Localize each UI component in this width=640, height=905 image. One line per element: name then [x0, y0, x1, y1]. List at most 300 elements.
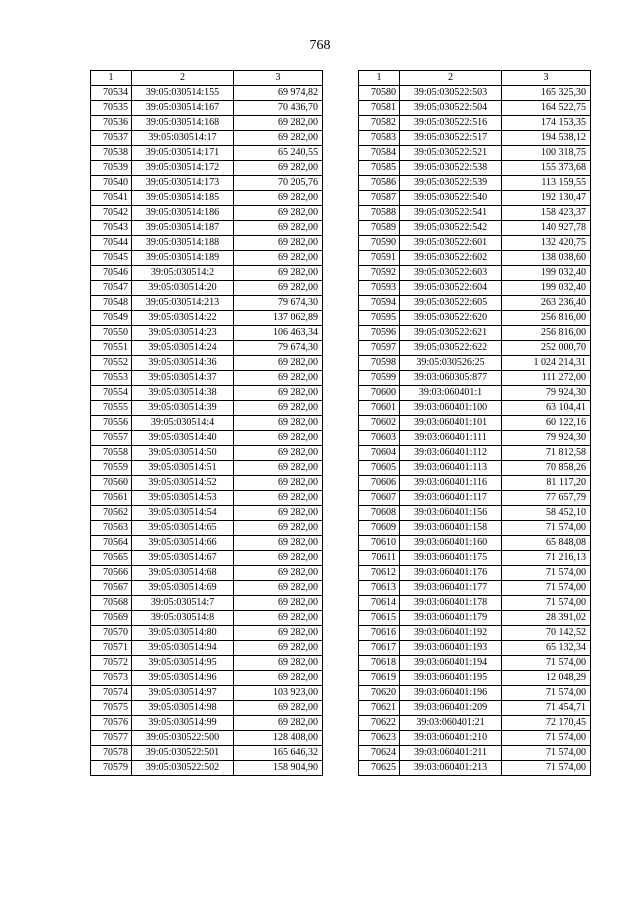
- cadastral-number-cell: 39:05:030522:501: [132, 746, 234, 761]
- value-cell: 71 216,13: [502, 551, 591, 566]
- value-cell: 69 282,00: [234, 506, 323, 521]
- row-number-cell: 70563: [91, 521, 132, 536]
- cadastral-number-cell: 39:05:030522:516: [400, 116, 502, 131]
- row-number-cell: 70588: [359, 206, 400, 221]
- cadastral-number-cell: 39:03:060401:210: [400, 731, 502, 746]
- row-number-cell: 70619: [359, 671, 400, 686]
- cadastral-number-cell: 39:03:060401:192: [400, 626, 502, 641]
- value-cell: 69 282,00: [234, 431, 323, 446]
- row-number-cell: 70557: [91, 431, 132, 446]
- table-row: [91, 386, 323, 401]
- value-cell: 140 927,78: [502, 221, 591, 236]
- cadastral-number-cell: 39:03:060401:194: [400, 656, 502, 671]
- value-cell: 103 923,00: [234, 686, 323, 701]
- value-cell: 70 205,76: [234, 176, 323, 191]
- cadastral-number-cell: 39:05:030522:605: [400, 296, 502, 311]
- row-number-cell: 70573: [91, 671, 132, 686]
- row-number-cell: 70553: [91, 371, 132, 386]
- row-number-cell: 70575: [91, 701, 132, 716]
- cadastral-number-cell: 39:05:030514:186: [132, 206, 234, 221]
- cadastral-number-cell: 39:05:030514:52: [132, 476, 234, 491]
- table-row: [359, 326, 591, 341]
- value-cell: 71 574,00: [502, 521, 591, 536]
- row-number-cell: 70556: [91, 416, 132, 431]
- value-cell: 158 904,90: [234, 761, 323, 776]
- cadastral-number-cell: 39:05:030522:521: [400, 146, 502, 161]
- row-number-cell: 70596: [359, 326, 400, 341]
- cadastral-number-cell: 39:03:060401:101: [400, 416, 502, 431]
- row-number-cell: 70603: [359, 431, 400, 446]
- cadastral-number-cell: 39:05:030514:51: [132, 461, 234, 476]
- table-row: [359, 311, 591, 326]
- table-row: [91, 146, 323, 161]
- row-number-cell: 70616: [359, 626, 400, 641]
- row-number-cell: 70537: [91, 131, 132, 146]
- table-row: [91, 761, 323, 776]
- cadastral-number-cell: 39:05:030522:602: [400, 251, 502, 266]
- table-row: [91, 431, 323, 446]
- table-row: [359, 146, 591, 161]
- value-cell: 132 420,75: [502, 236, 591, 251]
- row-number-cell: 70621: [359, 701, 400, 716]
- cadastral-number-cell: 39:05:030522:539: [400, 176, 502, 191]
- table-row: [91, 446, 323, 461]
- cadastral-number-cell: 39:05:030514:24: [132, 341, 234, 356]
- row-number-cell: 70592: [359, 266, 400, 281]
- value-cell: 71 454,71: [502, 701, 591, 716]
- row-number-cell: 70608: [359, 506, 400, 521]
- value-cell: 69 282,00: [234, 131, 323, 146]
- value-cell: 71 574,00: [502, 761, 591, 776]
- row-number-cell: 70560: [91, 476, 132, 491]
- row-number-cell: 70580: [359, 86, 400, 101]
- value-cell: 65 132,34: [502, 641, 591, 656]
- cadastral-number-cell: 39:03:060401:111: [400, 431, 502, 446]
- value-cell: 69 282,00: [234, 566, 323, 581]
- value-cell: 70 142,52: [502, 626, 591, 641]
- cadastral-number-cell: 39:05:030514:54: [132, 506, 234, 521]
- table-row: [359, 521, 591, 536]
- cadastral-number-cell: 39:03:060401:209: [400, 701, 502, 716]
- cadastral-number-cell: 39:05:030514:187: [132, 221, 234, 236]
- value-cell: 69 282,00: [234, 671, 323, 686]
- table-row: [359, 251, 591, 266]
- table-row: [359, 446, 591, 461]
- value-cell: 58 452,10: [502, 506, 591, 521]
- value-cell: 199 032,40: [502, 281, 591, 296]
- row-number-cell: 70559: [91, 461, 132, 476]
- value-cell: 69 282,00: [234, 251, 323, 266]
- row-number-cell: 70613: [359, 581, 400, 596]
- table-row: [359, 341, 591, 356]
- row-number-cell: 70591: [359, 251, 400, 266]
- row-number-cell: 70625: [359, 761, 400, 776]
- cadastral-number-cell: 39:05:030514:22: [132, 311, 234, 326]
- table-row: [359, 461, 591, 476]
- table-row: [91, 551, 323, 566]
- table-row: [359, 731, 591, 746]
- column-header-number: 1: [359, 71, 400, 86]
- table-row: [359, 536, 591, 551]
- column-header-number: 1: [91, 71, 132, 86]
- value-cell: 69 282,00: [234, 401, 323, 416]
- cadastral-number-cell: 39:05:030514:66: [132, 536, 234, 551]
- row-number-cell: 70590: [359, 236, 400, 251]
- row-number-cell: 70551: [91, 341, 132, 356]
- cadastral-number-cell: 39:05:030514:39: [132, 401, 234, 416]
- row-number-cell: 70604: [359, 446, 400, 461]
- cadastral-number-cell: 39:05:030514:68: [132, 566, 234, 581]
- cadastral-number-cell: 39:05:030522:620: [400, 311, 502, 326]
- cadastral-number-cell: 39:05:030514:172: [132, 161, 234, 176]
- value-cell: 69 282,00: [234, 611, 323, 626]
- row-number-cell: 70597: [359, 341, 400, 356]
- row-number-cell: 70607: [359, 491, 400, 506]
- table-header-row: [359, 71, 591, 86]
- row-number-cell: 70610: [359, 536, 400, 551]
- table-row: [91, 506, 323, 521]
- cadastral-number-cell: 39:05:030514:23: [132, 326, 234, 341]
- table-header-row: [91, 71, 323, 86]
- table-row: [359, 566, 591, 581]
- table-row: [91, 221, 323, 236]
- row-number-cell: 70581: [359, 101, 400, 116]
- cadastral-number-cell: 39:05:030514:188: [132, 236, 234, 251]
- row-number-cell: 70547: [91, 281, 132, 296]
- table-row: [91, 701, 323, 716]
- cadastral-number-cell: 39:05:030522:517: [400, 131, 502, 146]
- row-number-cell: 70585: [359, 161, 400, 176]
- table-row: [91, 656, 323, 671]
- row-number-cell: 70545: [91, 251, 132, 266]
- table-row: [359, 161, 591, 176]
- row-number-cell: 70620: [359, 686, 400, 701]
- cadastral-number-cell: 39:03:060401:112: [400, 446, 502, 461]
- table-row: [359, 131, 591, 146]
- cadastral-number-cell: 39:05:030514:185: [132, 191, 234, 206]
- cadastral-number-cell: 39:05:030522:542: [400, 221, 502, 236]
- table-row: [359, 656, 591, 671]
- table-row: [359, 266, 591, 281]
- value-cell: 79 924,30: [502, 431, 591, 446]
- value-cell: 111 272,00: [502, 371, 591, 386]
- table-row: [91, 326, 323, 341]
- row-number-cell: 70586: [359, 176, 400, 191]
- row-number-cell: 70567: [91, 581, 132, 596]
- value-cell: 165 325,30: [502, 86, 591, 101]
- row-number-cell: 70566: [91, 566, 132, 581]
- row-number-cell: 70574: [91, 686, 132, 701]
- value-cell: 81 117,20: [502, 476, 591, 491]
- value-cell: 69 282,00: [234, 446, 323, 461]
- row-number-cell: 70601: [359, 401, 400, 416]
- cadastral-number-cell: 39:03:060401:113: [400, 461, 502, 476]
- row-number-cell: 70606: [359, 476, 400, 491]
- value-cell: 69 282,00: [234, 371, 323, 386]
- table-row: [91, 131, 323, 146]
- value-cell: 71 574,00: [502, 566, 591, 581]
- table-row: [359, 416, 591, 431]
- row-number-cell: 70599: [359, 371, 400, 386]
- row-number-cell: 70609: [359, 521, 400, 536]
- cadastral-number-cell: 39:05:030514:94: [132, 641, 234, 656]
- row-number-cell: 70572: [91, 656, 132, 671]
- table-row: [359, 356, 591, 371]
- row-number-cell: 70565: [91, 551, 132, 566]
- value-cell: 199 032,40: [502, 266, 591, 281]
- cadastral-number-cell: 39:05:030514:99: [132, 716, 234, 731]
- cadastral-number-cell: 39:03:060401:211: [400, 746, 502, 761]
- value-cell: 71 574,00: [502, 686, 591, 701]
- table-row: [359, 686, 591, 701]
- row-number-cell: 70623: [359, 731, 400, 746]
- cadastral-number-cell: 39:05:030514:69: [132, 581, 234, 596]
- table-row: [359, 206, 591, 221]
- cadastral-number-cell: 39:05:030522:504: [400, 101, 502, 116]
- cadastral-number-cell: 39:03:060401:158: [400, 521, 502, 536]
- value-cell: 69 282,00: [234, 551, 323, 566]
- table-row: [359, 716, 591, 731]
- value-cell: 69 282,00: [234, 356, 323, 371]
- cadastral-number-cell: 39:05:030514:95: [132, 656, 234, 671]
- cadastral-number-cell: 39:05:030514:98: [132, 701, 234, 716]
- table-row: [359, 431, 591, 446]
- table-row: [91, 536, 323, 551]
- cadastral-number-cell: 39:05:030514:173: [132, 176, 234, 191]
- value-cell: 79 924,30: [502, 386, 591, 401]
- value-cell: 71 812,58: [502, 446, 591, 461]
- value-cell: 194 538,12: [502, 131, 591, 146]
- table-row: [359, 551, 591, 566]
- cadastral-number-cell: 39:05:030522:604: [400, 281, 502, 296]
- cadastral-number-cell: 39:03:060401:175: [400, 551, 502, 566]
- row-number-cell: 70614: [359, 596, 400, 611]
- cadastral-number-cell: 39:05:030514:67: [132, 551, 234, 566]
- row-number-cell: 70564: [91, 536, 132, 551]
- row-number-cell: 70540: [91, 176, 132, 191]
- row-number-cell: 70583: [359, 131, 400, 146]
- value-cell: 69 282,00: [234, 191, 323, 206]
- value-cell: 158 423,37: [502, 206, 591, 221]
- column-header-value: 3: [234, 71, 323, 86]
- row-number-cell: 70534: [91, 86, 132, 101]
- table-row: [91, 716, 323, 731]
- value-cell: 79 674,30: [234, 341, 323, 356]
- value-cell: 69 282,00: [234, 266, 323, 281]
- value-cell: 71 574,00: [502, 656, 591, 671]
- table-row: [91, 281, 323, 296]
- cadastral-number-cell: 39:03:060401:160: [400, 536, 502, 551]
- value-cell: 69 282,00: [234, 536, 323, 551]
- table-row: [359, 491, 591, 506]
- row-number-cell: 70558: [91, 446, 132, 461]
- value-cell: 138 038,60: [502, 251, 591, 266]
- row-number-cell: 70618: [359, 656, 400, 671]
- value-cell: 71 574,00: [502, 581, 591, 596]
- cadastral-number-cell: 39:03:060401:177: [400, 581, 502, 596]
- row-number-cell: 70617: [359, 641, 400, 656]
- value-cell: 70 436,70: [234, 101, 323, 116]
- value-cell: 69 282,00: [234, 221, 323, 236]
- cadastral-number-cell: 39:05:030522:541: [400, 206, 502, 221]
- cadastral-number-cell: 39:03:060401:178: [400, 596, 502, 611]
- value-cell: 164 522,75: [502, 101, 591, 116]
- value-cell: 113 159,55: [502, 176, 591, 191]
- value-cell: 71 574,00: [502, 746, 591, 761]
- cadastral-number-cell: 39:05:030514:8: [132, 611, 234, 626]
- value-cell: 192 130,47: [502, 191, 591, 206]
- value-cell: 69 282,00: [234, 416, 323, 431]
- row-number-cell: 70589: [359, 221, 400, 236]
- value-cell: 100 318,75: [502, 146, 591, 161]
- value-cell: 69 282,00: [234, 521, 323, 536]
- table-row: [359, 116, 591, 131]
- table-row: [359, 746, 591, 761]
- cadastral-number-cell: 39:03:060401:21: [400, 716, 502, 731]
- table-row: [91, 401, 323, 416]
- cadastral-number-cell: 39:05:030514:155: [132, 86, 234, 101]
- table-row: [359, 626, 591, 641]
- cadastral-number-cell: 39:05:030514:189: [132, 251, 234, 266]
- cadastral-table-left: [90, 70, 323, 776]
- cadastral-number-cell: 39:03:060401:195: [400, 671, 502, 686]
- table-row: [91, 86, 323, 101]
- value-cell: 69 282,00: [234, 716, 323, 731]
- value-cell: 69 282,00: [234, 596, 323, 611]
- cadastral-number-cell: 39:05:030522:500: [132, 731, 234, 746]
- table-row: [91, 476, 323, 491]
- value-cell: 252 000,70: [502, 341, 591, 356]
- cadastral-number-cell: 39:03:060401:213: [400, 761, 502, 776]
- table-row: [91, 101, 323, 116]
- value-cell: 69 282,00: [234, 386, 323, 401]
- table-row: [91, 596, 323, 611]
- cadastral-number-cell: 39:03:060401:176: [400, 566, 502, 581]
- table-row: [359, 581, 591, 596]
- cadastral-number-cell: 39:05:030522:603: [400, 266, 502, 281]
- cadastral-number-cell: 39:05:030514:171: [132, 146, 234, 161]
- table-row: [91, 341, 323, 356]
- table-row: [91, 191, 323, 206]
- cadastral-number-cell: 39:05:030522:622: [400, 341, 502, 356]
- cadastral-number-cell: 39:03:060305:877: [400, 371, 502, 386]
- table-row: [91, 686, 323, 701]
- column-header-value: 3: [502, 71, 591, 86]
- row-number-cell: 70570: [91, 626, 132, 641]
- value-cell: 69 282,00: [234, 641, 323, 656]
- table-row: [91, 161, 323, 176]
- cadastral-number-cell: 39:05:030514:213: [132, 296, 234, 311]
- row-number-cell: 70593: [359, 281, 400, 296]
- table-row: [359, 101, 591, 116]
- row-number-cell: 70539: [91, 161, 132, 176]
- row-number-cell: 70600: [359, 386, 400, 401]
- cadastral-number-cell: 39:05:030514:20: [132, 281, 234, 296]
- table-row: [91, 566, 323, 581]
- value-cell: 69 282,00: [234, 701, 323, 716]
- cadastral-number-cell: 39:05:030522:621: [400, 326, 502, 341]
- table-row: [91, 176, 323, 191]
- value-cell: 71 574,00: [502, 596, 591, 611]
- row-number-cell: 70622: [359, 716, 400, 731]
- cadastral-number-cell: 39:05:030514:167: [132, 101, 234, 116]
- cadastral-number-cell: 39:05:030514:40: [132, 431, 234, 446]
- cadastral-number-cell: 39:05:030522:601: [400, 236, 502, 251]
- row-number-cell: 70611: [359, 551, 400, 566]
- table-row: [91, 251, 323, 266]
- value-cell: 155 373,68: [502, 161, 591, 176]
- value-cell: 79 674,30: [234, 296, 323, 311]
- table-row: [359, 701, 591, 716]
- table-row: [359, 671, 591, 686]
- row-number-cell: 70535: [91, 101, 132, 116]
- table-row: [359, 86, 591, 101]
- row-number-cell: 70571: [91, 641, 132, 656]
- value-cell: 165 646,32: [234, 746, 323, 761]
- page-number: 768: [309, 38, 331, 53]
- table-row: [91, 641, 323, 656]
- row-number-cell: 70541: [91, 191, 132, 206]
- cadastral-number-cell: 39:05:030514:4: [132, 416, 234, 431]
- value-cell: 263 236,40: [502, 296, 591, 311]
- table-row: [91, 356, 323, 371]
- row-number-cell: 70562: [91, 506, 132, 521]
- table-row: [91, 626, 323, 641]
- row-number-cell: 70538: [91, 146, 132, 161]
- cadastral-number-cell: 39:05:030514:65: [132, 521, 234, 536]
- row-number-cell: 70543: [91, 221, 132, 236]
- cadastral-number-cell: 39:03:060401:117: [400, 491, 502, 506]
- value-cell: 69 282,00: [234, 656, 323, 671]
- cadastral-number-cell: 39:05:030522:540: [400, 191, 502, 206]
- column-header-cadastral-number: 2: [132, 71, 234, 86]
- table-row: [91, 461, 323, 476]
- cadastral-number-cell: 39:05:030514:2: [132, 266, 234, 281]
- cadastral-table-right: [358, 70, 591, 776]
- cadastral-number-cell: 39:05:030522:502: [132, 761, 234, 776]
- column-header-cadastral-number: 2: [400, 71, 502, 86]
- table-row: [359, 611, 591, 626]
- table-row: [359, 506, 591, 521]
- cadastral-number-cell: 39:05:030526:25: [400, 356, 502, 371]
- table-row: [91, 746, 323, 761]
- table-row: [359, 221, 591, 236]
- table-row: [91, 311, 323, 326]
- value-cell: 69 974,82: [234, 86, 323, 101]
- table-row: [91, 581, 323, 596]
- table-row: [91, 731, 323, 746]
- row-number-cell: 70605: [359, 461, 400, 476]
- table-row: [359, 476, 591, 491]
- value-cell: 106 463,34: [234, 326, 323, 341]
- table-row: [359, 401, 591, 416]
- value-cell: 65 848,08: [502, 536, 591, 551]
- value-cell: 77 657,79: [502, 491, 591, 506]
- row-number-cell: 70582: [359, 116, 400, 131]
- table-row: [91, 371, 323, 386]
- cadastral-number-cell: 39:05:030514:7: [132, 596, 234, 611]
- table-row: [91, 611, 323, 626]
- row-number-cell: 70550: [91, 326, 132, 341]
- row-number-cell: 70579: [91, 761, 132, 776]
- table-row: [91, 491, 323, 506]
- value-cell: 69 282,00: [234, 281, 323, 296]
- cadastral-number-cell: 39:05:030514:36: [132, 356, 234, 371]
- cadastral-number-cell: 39:03:060401:1: [400, 386, 502, 401]
- row-number-cell: 70577: [91, 731, 132, 746]
- row-number-cell: 70542: [91, 206, 132, 221]
- cadastral-number-cell: 39:05:030514:80: [132, 626, 234, 641]
